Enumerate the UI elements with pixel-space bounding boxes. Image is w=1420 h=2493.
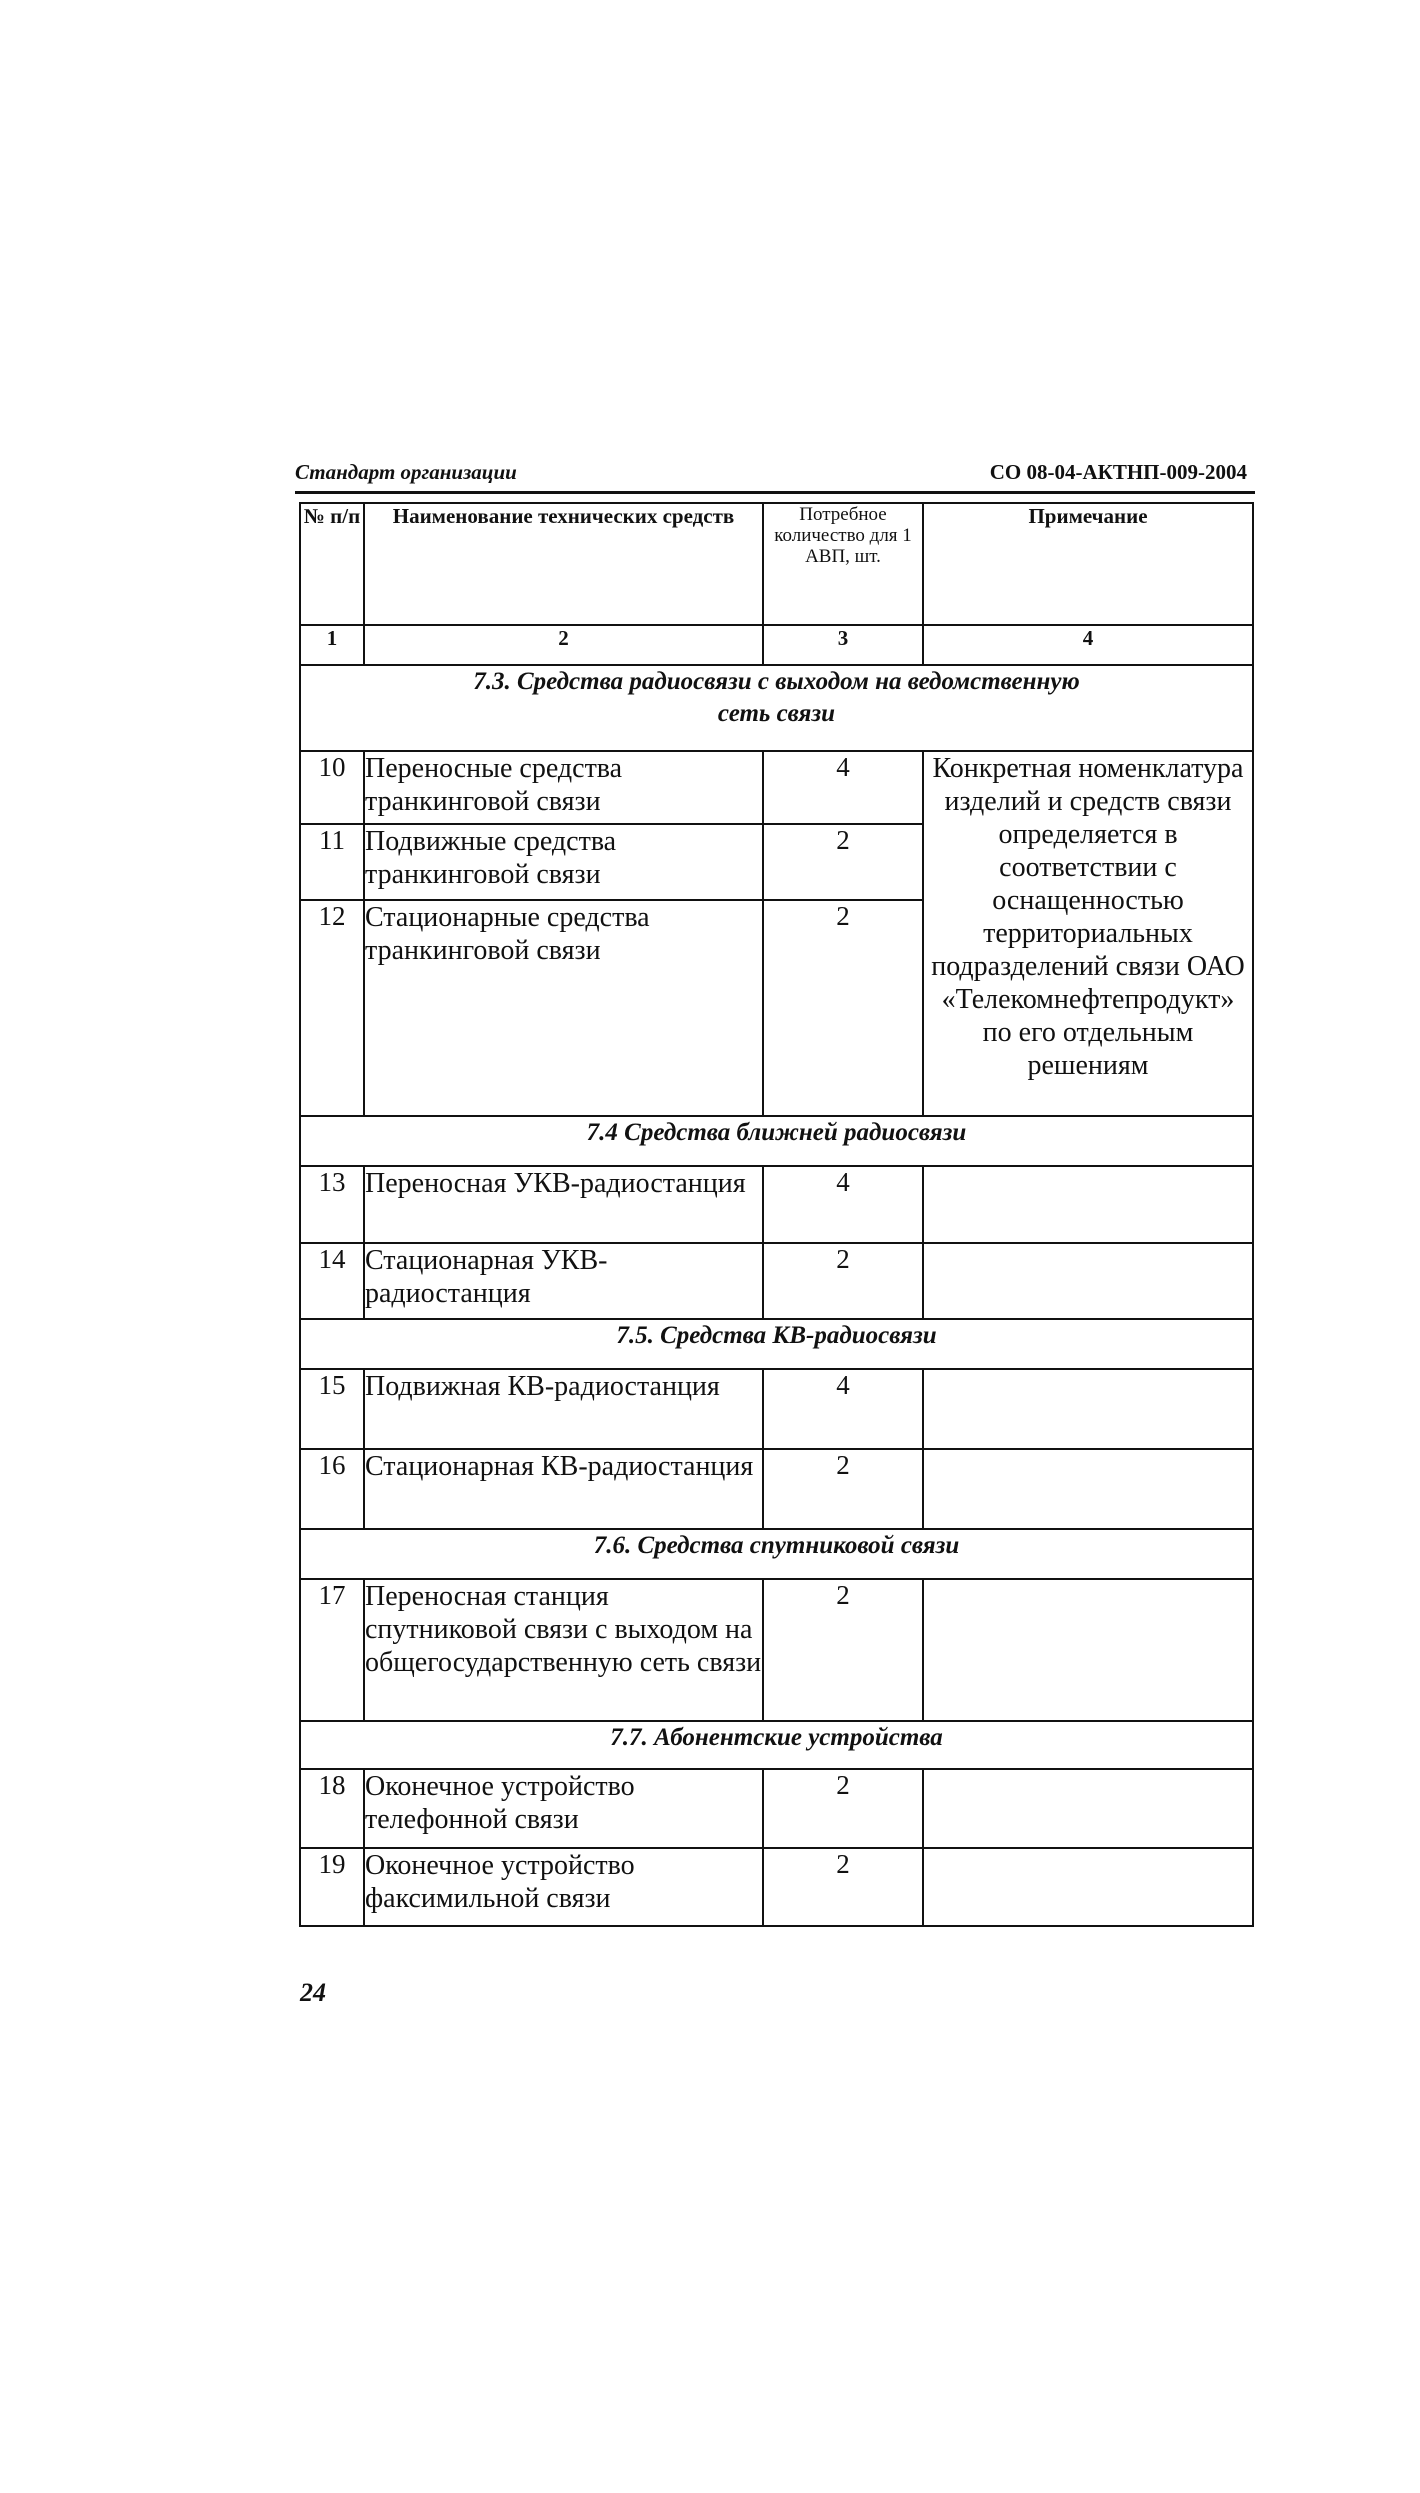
- table-row: [300, 1369, 1253, 1449]
- table-row: [300, 1166, 1253, 1243]
- row-name: Оконечное устройство телефонной связи: [364, 1769, 763, 1848]
- header-document-code: СО 08-04-АКТНП-009-2004: [989, 460, 1247, 484]
- row-quantity: 2: [763, 1769, 923, 1848]
- row-quantity: 4: [763, 1166, 923, 1243]
- row-quantity: 2: [763, 1579, 923, 1721]
- col-number: 2: [364, 625, 763, 665]
- row-number: 16: [300, 1449, 364, 1529]
- row-note: [923, 1848, 1253, 1926]
- row-number: 18: [300, 1769, 364, 1848]
- row-number: 19: [300, 1848, 364, 1926]
- row-quantity: 2: [763, 900, 923, 1116]
- col-header-note: Примечание: [923, 503, 1253, 625]
- document-page: [295, 455, 1255, 1927]
- row-note: [923, 1243, 1253, 1319]
- row-name: Переносные средства транкинговой связи: [364, 751, 763, 824]
- table-row: [300, 751, 1253, 824]
- row-note: Конкретная номенклатура изделий и средств связи определяется в соответствии с оснащенностью территориальных подразделений связи ОАО «Телекомнефтепродукт» по его отдельным решениям: [923, 751, 1253, 1116]
- row-quantity: 2: [763, 824, 923, 900]
- col-number: 4: [923, 625, 1253, 665]
- section-row: [300, 665, 1253, 751]
- section-title-7-6: 7.6. Средства спутниковой связи: [300, 1529, 1253, 1579]
- table-row: [300, 1243, 1253, 1319]
- table-row: [300, 1579, 1253, 1721]
- header-organization-standard: Стандарт организации: [295, 460, 517, 484]
- page-header: [295, 455, 1255, 494]
- row-name: Стационарная КВ-радиостанция: [364, 1449, 763, 1529]
- row-quantity: 4: [763, 1369, 923, 1449]
- table-header-row: [300, 503, 1253, 625]
- row-number: 12: [300, 900, 364, 1116]
- section-title-7-5: 7.5. Средства КВ-радиосвязи: [300, 1319, 1253, 1369]
- row-name: Стационарные средства транкинговой связи: [364, 900, 763, 1116]
- row-quantity: 2: [763, 1243, 923, 1319]
- column-number-row: [300, 625, 1253, 665]
- row-number: 10: [300, 751, 364, 824]
- row-quantity: 2: [763, 1449, 923, 1529]
- row-name: Оконечное устройство факсимильной связи: [364, 1848, 763, 1926]
- table-row: [300, 1848, 1253, 1926]
- col-header-quantity: Потребное количество для 1 АВП, шт.: [763, 503, 923, 625]
- row-name: Переносная станция спутниковой связи с выходом на общегосударственную сеть связи: [364, 1579, 763, 1721]
- row-name: Подвижные средства транкинговой связи: [364, 824, 763, 900]
- row-number: 13: [300, 1166, 364, 1243]
- row-note: [923, 1369, 1253, 1449]
- row-note: [923, 1769, 1253, 1848]
- section-title-7-4: 7.4 Средства ближней радиосвязи: [300, 1116, 1253, 1166]
- row-number: 17: [300, 1579, 364, 1721]
- section-row: [300, 1529, 1253, 1579]
- section-row: [300, 1721, 1253, 1769]
- section-row: [300, 1116, 1253, 1166]
- row-quantity: 2: [763, 1848, 923, 1926]
- col-header-name: Наименование технических средств: [364, 503, 763, 625]
- row-note: [923, 1449, 1253, 1529]
- page-number: 24: [300, 1978, 326, 2007]
- row-number: 11: [300, 824, 364, 900]
- row-note: [923, 1166, 1253, 1243]
- row-number: 14: [300, 1243, 364, 1319]
- col-header-number: № п/п: [300, 503, 364, 625]
- equipment-table: [299, 502, 1254, 1927]
- col-number: 1: [300, 625, 364, 665]
- section-row: [300, 1319, 1253, 1369]
- table-row: [300, 1769, 1253, 1848]
- row-name: Стационарная УКВ-радиостанция: [364, 1243, 763, 1319]
- col-number: 3: [763, 625, 923, 665]
- section-title-7-7: 7.7. Абонентские устройства: [300, 1721, 1253, 1769]
- row-name: Подвижная КВ-радиостанция: [364, 1369, 763, 1449]
- row-quantity: 4: [763, 751, 923, 824]
- row-note: [923, 1579, 1253, 1721]
- row-name: Переносная УКВ-радиостанция: [364, 1166, 763, 1243]
- section-title-7-3: 7.3. Средства радиосвязи с выходом на ведомственную сеть связи: [300, 665, 1253, 751]
- row-number: 15: [300, 1369, 364, 1449]
- table-row: [300, 1449, 1253, 1529]
